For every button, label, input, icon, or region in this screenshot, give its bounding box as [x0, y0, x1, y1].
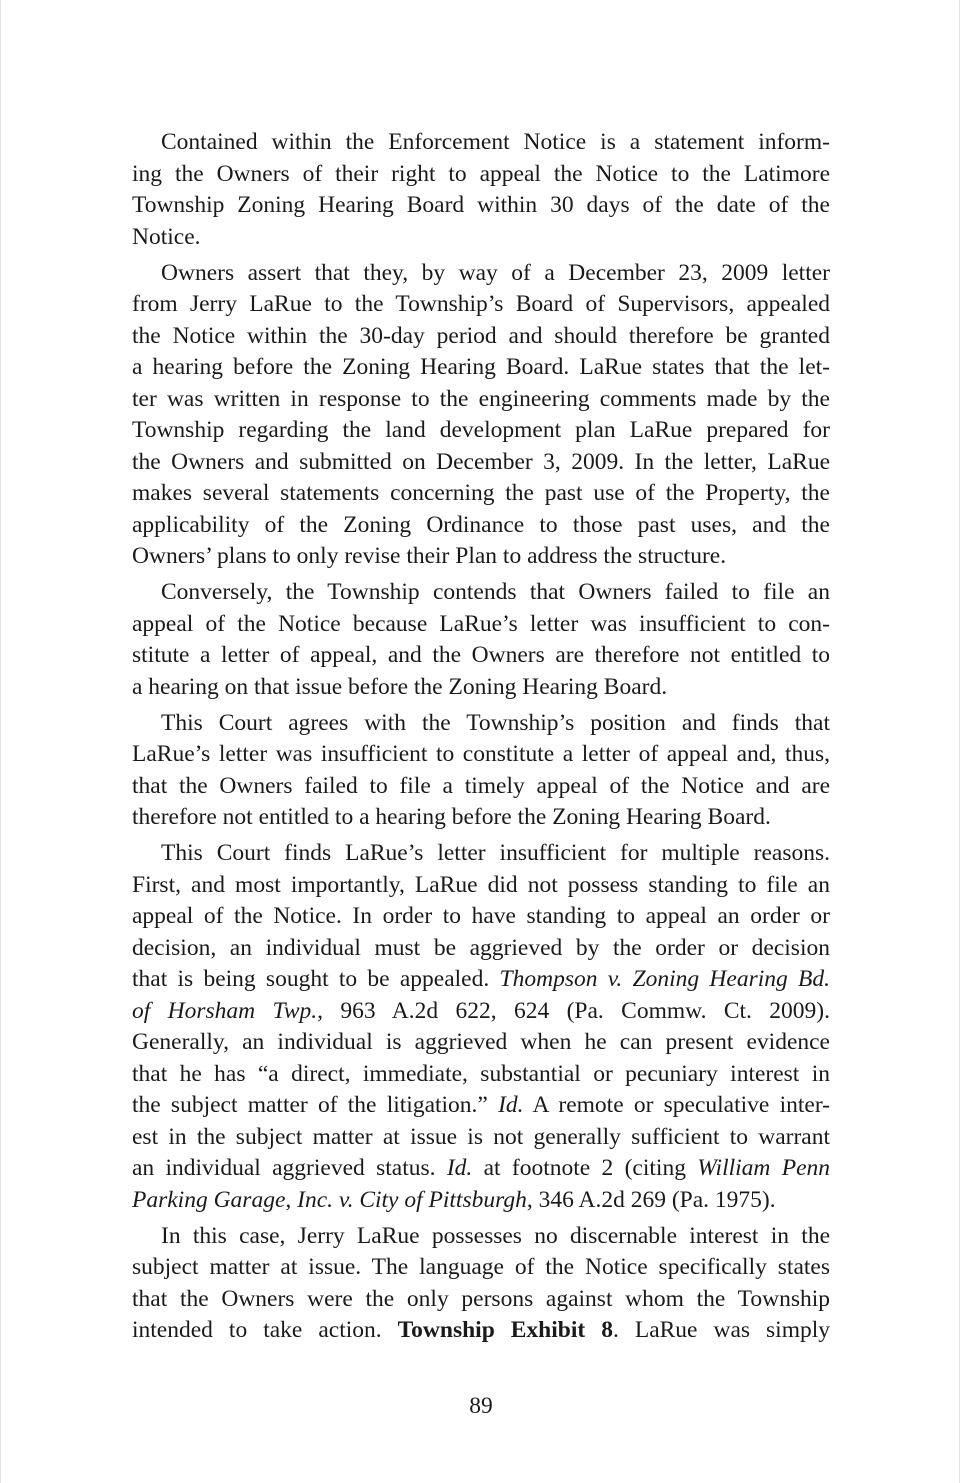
exhibit-reference: Township Exhibit 8 — [397, 1317, 613, 1343]
text-run: intended to take action. — [132, 1317, 382, 1343]
case-citation: William Penn — [697, 1155, 831, 1181]
text-line: Owners’ plans to only revise their Plan to address the structure. — [132, 543, 727, 569]
text-line — [132, 1185, 830, 1217]
text-line: In this case, Jerry LaRue possesses no discernable interest in the — [161, 1222, 830, 1249]
text-line: decision, an individual must be aggrieved by the order or decision — [132, 934, 830, 961]
text-line — [132, 1153, 830, 1185]
text-line: subject matter at issue. The language of the Notice specifically states — [132, 1254, 830, 1280]
text-run: at footnote 2 (citing — [483, 1155, 686, 1181]
page-number: 89 — [469, 1393, 493, 1419]
text-line: ter was written in response to the engineering comments made by the — [132, 385, 830, 412]
paragraph-4 — [132, 708, 830, 834]
text-run: . LaRue was simply — [612, 1317, 831, 1343]
citation-id: Id. — [446, 1155, 473, 1181]
case-citation: Parking Garage, Inc. v. City of Pittsburgh — [132, 1186, 527, 1213]
citation-id: Id. — [498, 1092, 524, 1118]
paragraph-2 — [132, 258, 830, 573]
text-line: This Court finds LaRue’s letter insufficient for multiple reasons. — [161, 840, 830, 866]
text-line — [132, 1315, 830, 1347]
text-line: Township Zoning Hearing Board within 30 days of the date of the — [132, 192, 830, 218]
text-line: applicability of the Zoning Ordinance to those past uses, and the — [132, 511, 830, 538]
paragraph-1 — [132, 127, 830, 253]
text-line: est in the subject matter at issue is not generally sufficient to warrant — [132, 1123, 830, 1150]
text-line: a hearing before the Zoning Hearing Board. LaRue states that the let- — [132, 354, 830, 380]
text-line: LaRue’s letter was insufficient to constitute a letter of appeal and, thus, — [132, 741, 830, 767]
text-line: that he has “a direct, immediate, substantial or pecuniary interest in — [132, 1060, 830, 1087]
text-run: , 346 A.2d 269 (Pa. 1975). — [526, 1186, 776, 1213]
body-text — [132, 127, 830, 1351]
text-line: stitute a letter of appeal, and the Owners are therefore not entitled to — [132, 642, 830, 668]
text-line: makes several statements concerning the past use of the Property, the — [132, 480, 830, 506]
paragraph-6 — [132, 1221, 830, 1347]
text-line: Conversely, the Township contends that Owners failed to file an — [161, 579, 830, 605]
text-line: First, and most importantly, LaRue did not possess standing to file an — [132, 871, 830, 898]
paragraph-3 — [132, 577, 830, 703]
text-run: that is being sought to be appealed. — [132, 966, 490, 992]
text-line: Township regarding the land development plan LaRue prepared for — [132, 417, 830, 443]
text-line: from Jerry LaRue to the Township’s Board of Supervisors, appealed — [132, 291, 830, 317]
text-line: the Owners and submitted on December 3, 2009. In the letter, LaRue — [132, 448, 830, 475]
text-line: Generally, an individual is aggrieved when he can present evidence — [132, 1029, 830, 1055]
text-line: that the Owners failed to file a timely appeal of the Notice and are — [132, 772, 830, 799]
text-line: ing the Owners of their right to appeal the Notice to the Latimore — [132, 160, 830, 187]
text-run: , 963 A.2d 622, 624 (Pa. Commw. Ct. 2009). — [317, 997, 830, 1024]
case-citation: of Horsham Twp. — [132, 997, 318, 1024]
text-run: A remote or speculative inter- — [532, 1092, 830, 1118]
text-line — [132, 1090, 830, 1122]
paragraph-5 — [132, 838, 830, 1216]
text-line: Contained within the Enforcement Notice is a statement inform- — [161, 129, 830, 155]
text-line: that the Owners were the only persons against whom the Township — [132, 1285, 830, 1312]
text-line: appeal of the Notice because LaRue’s letter was insufficient to con- — [132, 610, 830, 637]
text-line: therefore not entitled to a hearing before the Zoning Hearing Board. — [132, 804, 771, 830]
text-line — [132, 964, 830, 996]
text-line — [132, 996, 830, 1028]
text-line: Owners assert that they, by way of a December 23, 2009 letter — [161, 259, 830, 286]
text-line: This Court agrees with the Township’s position and finds that — [161, 709, 830, 736]
text-run: an individual aggrieved status. — [132, 1155, 436, 1181]
text-line: a hearing on that issue before the Zoning Hearing Board. — [132, 673, 668, 700]
text-line: the Notice within the 30-day period and should therefore be granted — [132, 322, 830, 349]
case-citation: Thompson v. Zoning Hearing Bd. — [499, 966, 831, 992]
text-line: appeal of the Notice. In order to have standing to appeal an order or — [132, 903, 830, 929]
text-line: Notice. — [132, 223, 201, 250]
text-run: the subject matter of the litigation.” — [132, 1092, 488, 1118]
